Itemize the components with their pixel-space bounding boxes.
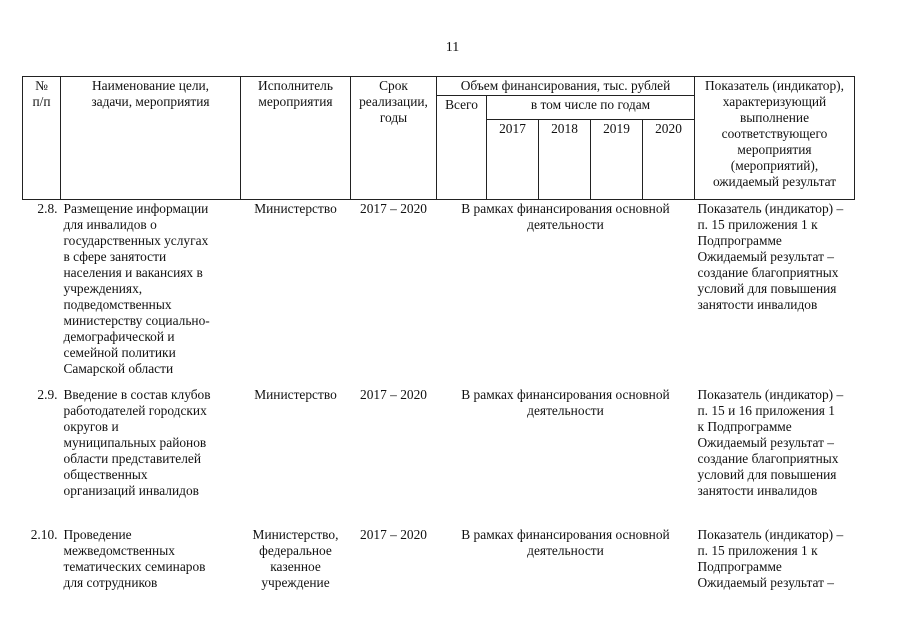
page-number: 11	[445, 40, 460, 55]
table-row	[23, 200, 855, 386]
row-num: 2.10.	[30, 526, 58, 542]
row-name: Размещение информации для инвалидов о государственных услугах в сфере занятости населения и вакансиях в учреждениях, подведомственных министерству социально- демографической и семейной политики Самарской области	[63, 201, 210, 376]
header-year-2018: 2018	[539, 120, 591, 200]
row-financing: В рамках финансирования основной деятельности	[461, 201, 670, 232]
header-year-2019: 2019	[591, 120, 643, 200]
header-num: № п/п	[23, 77, 61, 200]
row-term: 2017 – 2020	[360, 201, 427, 216]
header-name: Наименование цели, задачи, мероприятия	[61, 77, 241, 200]
row-executor: Министерство	[254, 386, 337, 402]
header-financing: Объем финансирования, тыс. рублей	[437, 77, 695, 96]
table-row	[23, 386, 855, 526]
row-num: 2.8.	[37, 201, 58, 216]
header-year-2020: 2020	[643, 120, 695, 200]
program-table	[22, 76, 855, 596]
table-row	[23, 526, 855, 596]
header-total: Всего	[437, 96, 487, 200]
row-financing: В рамках финансирования основной деятельности	[461, 526, 670, 558]
row-financing: В рамках финансирования основной деятельности	[461, 386, 670, 418]
row-term: 2017 – 2020	[360, 386, 427, 402]
row-name: Проведение межведомственных тематических семинаров для сотрудников	[63, 526, 206, 590]
table-header	[23, 77, 855, 200]
row-executor: Министерство, федеральное казенное учреждение	[252, 526, 339, 590]
row-num: 2.9.	[37, 386, 58, 402]
row-name: Введение в состав клубов работодателей городских округов и муниципальных районов области представителей общественных организаций инвалидов	[63, 386, 211, 498]
header-by-years: в том числе по годам	[487, 96, 695, 120]
row-executor: Министерство	[254, 201, 337, 216]
header-term: Срок реализации, годы	[351, 77, 437, 200]
row-indicator: Показатель (индикатор) – п. 15 и 16 приложения 1 к Подпрограмме Ожидаемый результат – создание благоприятных условий для повышения занятости инвалидов	[697, 386, 844, 498]
row-indicator: Показатель (индикатор) – п. 15 приложения 1 к Подпрограмме Ожидаемый результат – создание благоприятных условий для повышения занятости инвалидов	[697, 201, 844, 312]
row-indicator: Показатель (индикатор) – п. 15 приложения 1 к Подпрограмме Ожидаемый результат –	[697, 526, 844, 590]
header-year-2017: 2017	[487, 120, 539, 200]
header-executor: Исполнитель мероприятия	[241, 77, 351, 200]
row-term: 2017 – 2020	[360, 526, 427, 542]
header-indicator: Показатель (индикатор), характеризующий выполнение соответствующего мероприятия (мероприятий), ожидаемый результат	[695, 77, 855, 200]
